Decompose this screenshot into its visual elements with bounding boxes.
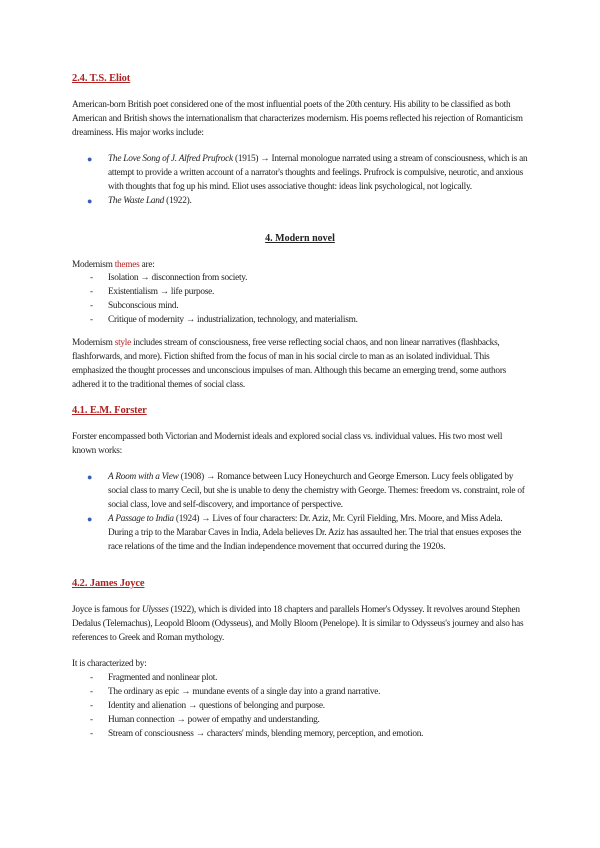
work-description: (1922). xyxy=(164,196,192,206)
work-description: (1915) → Internal monologue narrated using a stream of consciousness, which is an attempt to provide a written account of a narrator's thoughts and feelings. Prufrock is compulsive, neurotic, and anxious with thoughts that fog up his mind. Eliot uses associative thought: ideas link psychological, not logically. xyxy=(108,154,528,192)
list-item xyxy=(72,699,528,713)
joyce-characterized-intro: It is characterized by: xyxy=(72,659,147,669)
list-item xyxy=(72,299,528,313)
dash-icon: - xyxy=(90,287,93,297)
bullet-icon: ● xyxy=(87,196,93,206)
eliot-works-list xyxy=(72,152,528,208)
bullet-icon: ● xyxy=(87,514,93,524)
list-item xyxy=(72,713,528,727)
forster-works-list xyxy=(72,470,528,554)
bullet-icon: ● xyxy=(87,472,93,482)
list-item-text: Human connection → power of empathy and understanding. xyxy=(108,715,320,725)
style-paragraph xyxy=(72,336,528,392)
dash-icon: - xyxy=(90,687,93,697)
list-item-text: Isolation → disconnection from society. xyxy=(108,273,248,283)
list-item xyxy=(72,685,528,699)
list-item xyxy=(72,194,528,208)
list-item-text: Subconscious mind. xyxy=(108,301,179,311)
dash-icon: - xyxy=(90,729,93,739)
list-item xyxy=(72,313,528,327)
themes-prefix: Modernism xyxy=(72,260,115,270)
list-item xyxy=(72,152,528,194)
dash-icon: - xyxy=(90,273,93,283)
work-title: A Passage to India xyxy=(108,514,174,524)
joyce-intro xyxy=(72,603,528,645)
list-item-text: Fragmented and nonlinear plot. xyxy=(108,673,218,683)
work-title: The Waste Land xyxy=(108,196,165,206)
list-item-text: Critique of modernity → industrialization, technology, and materialism. xyxy=(108,315,358,325)
work-description: (1924) → Lives of four characters: Dr. Aziz, Mr. Cyril Fielding, Mrs. Moore, and Miss Adela. During a trip to the Marabar Caves in India, Adela believes Dr. Aziz has assaulted her. The trial that ensues exposes the race relations of the time and the Indian independence movement that occurred during the 1920s. xyxy=(108,514,522,552)
list-item-text: Stream of consciousness → characters' minds, blending memory, perception, and emotion. xyxy=(108,729,424,739)
dash-icon: - xyxy=(90,301,93,311)
list-item xyxy=(72,285,528,299)
style-prefix: Modernism xyxy=(72,338,115,348)
list-item xyxy=(72,727,528,741)
themes-keyword: themes xyxy=(114,260,140,270)
list-item-text: Identity and alienation → questions of belonging and purpose. xyxy=(108,701,325,711)
themes-list xyxy=(72,271,528,327)
section-heading-joyce: 4.2. James Joyce xyxy=(72,578,145,589)
eliot-intro: American-born British poet considered one of the most influential poets of the 20th century. His ability to be classified as both American and British shows the internationalism that characterizes modernism. His poems reflected his rejection of Romanticism dreaminess. His major works include: xyxy=(72,100,523,138)
style-text: includes stream of consciousness, free verse reflecting social chaos, and non linear narratives (flashbacks, flashforwards, and more). Fiction shifted from the focus of man in his social circle to man as an isolated individual. This emphasized the thought processes and unconscious impulses of man. Although this became an emerging trend, some authors adhered it to the traditional themes of social class. xyxy=(72,338,507,390)
forster-intro: Forster encompassed both Victorian and Modernist ideals and explored social class vs. individual values. His two most well known works: xyxy=(72,432,503,456)
section-heading-eliot: 2.4. T.S. Eliot xyxy=(72,73,131,84)
work-title: A Room with a View xyxy=(108,472,179,482)
joyce-features-list xyxy=(72,671,528,741)
work-title: Ulysses xyxy=(141,605,169,615)
list-item-text: The ordinary as epic → mundane events of a single day into a grand narrative. xyxy=(108,687,381,697)
style-keyword: style xyxy=(114,338,132,348)
joyce-intro-prefix: Joyce is famous for xyxy=(72,605,142,615)
dash-icon: - xyxy=(90,701,93,711)
dash-icon: - xyxy=(90,715,93,725)
list-item-text: Existentialism → life purpose. xyxy=(108,287,215,297)
bullet-icon: ● xyxy=(87,154,93,164)
work-title: The Love Song of J. Alfred Prufrock xyxy=(108,154,233,164)
joyce-intro-text: (1922), which is divided into 18 chapters and parallels Homer's Odyssey. It revolves around Stephen Dedalus (Telemachus), Leopold Bloom (Odysseus), and Molly Bloom (Penelope). It is similar to Odysseus's journey and also has references to Greek and Roman mythology. xyxy=(72,605,524,643)
work-description: (1908) → Romance between Lucy Honeychurch and George Emerson. Lucy feels obligated by social class to marry Cecil, but she is unable to deny the chemistry with George. Themes: freedom vs. constraint, role of social class, love and self-discovery, and importance of perspective. xyxy=(108,472,525,510)
list-item xyxy=(72,470,528,512)
dash-icon: - xyxy=(90,673,93,683)
list-item xyxy=(72,671,528,685)
list-item xyxy=(72,512,528,554)
themes-intro xyxy=(72,258,528,272)
themes-suffix: are: xyxy=(139,260,155,270)
dash-icon: - xyxy=(90,315,93,325)
list-item xyxy=(72,271,528,285)
section-heading-forster: 4.1. E.M. Forster xyxy=(72,405,147,416)
section-heading-modern-novel: 4. Modern novel xyxy=(265,233,335,244)
